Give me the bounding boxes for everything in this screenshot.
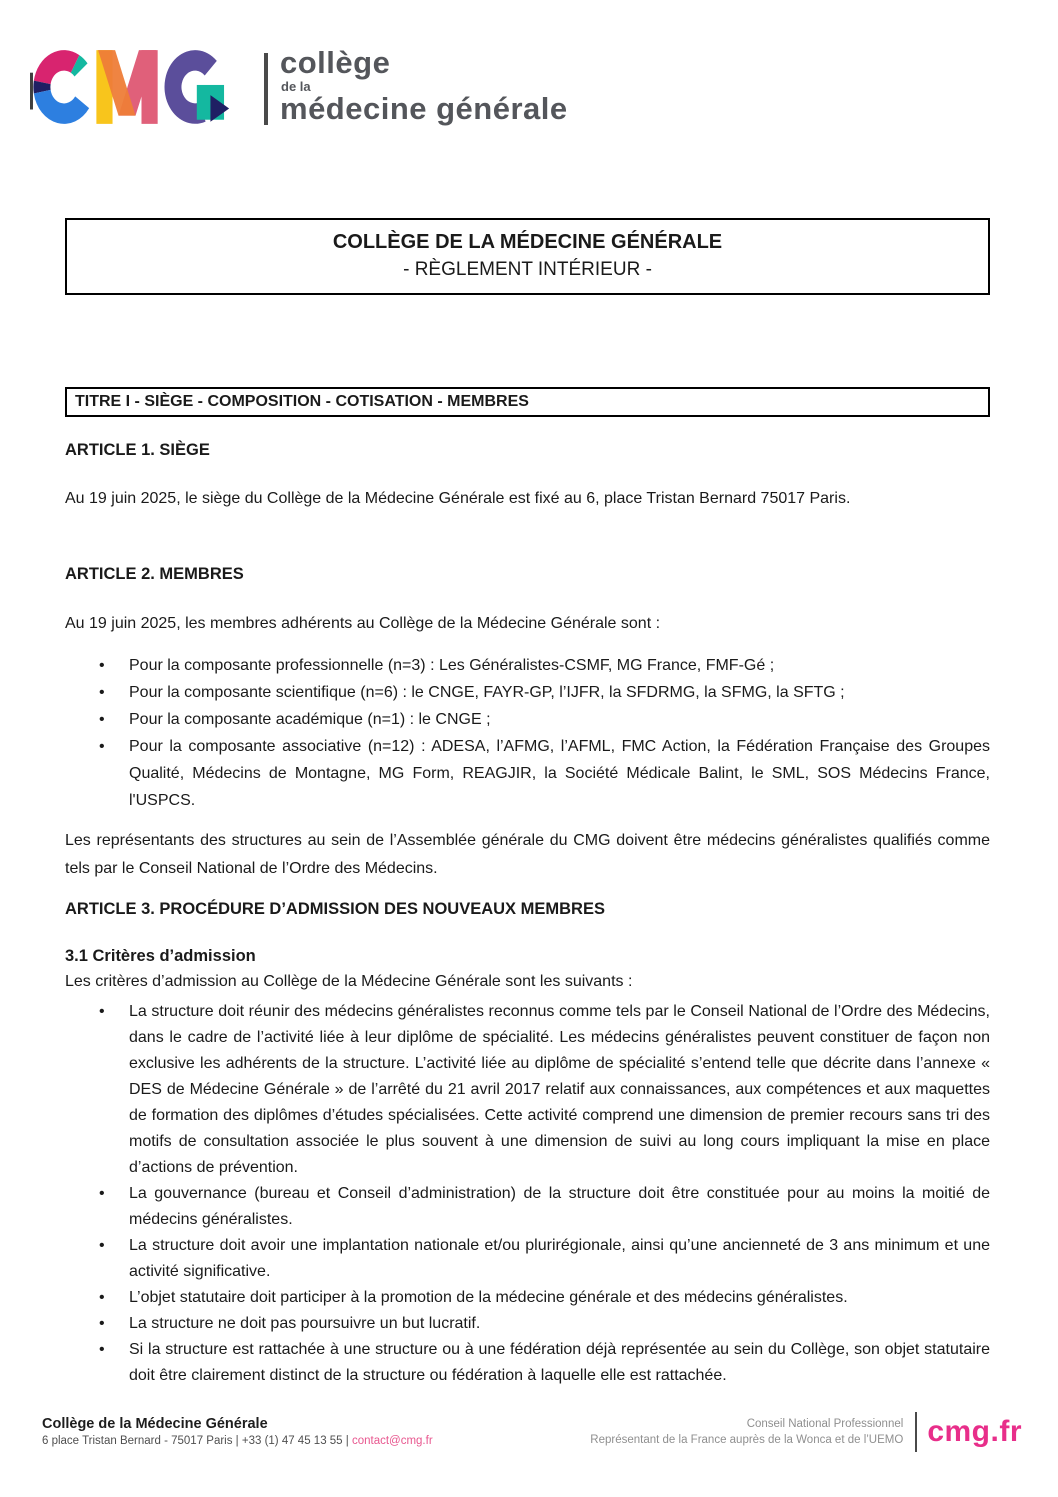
document-content: [65, 218, 990, 1389]
article-2-heading: ARTICLE 2. MEMBRES: [65, 565, 244, 583]
footer-address: 6 place Tristan Bernard - 75017 Paris | +33 (1) 47 45 13 55 |: [42, 1434, 352, 1447]
footer-org-name: Collège de la Médecine Générale: [42, 1415, 268, 1432]
article-1-heading: ARTICLE 1. SIÈGE: [65, 440, 210, 459]
list-item: • La structure doit avoir une implantation nationale et/ou plurirégionale, ainsi qu’une ancienneté de 3 ans minimum et une activité significative.: [65, 1233, 990, 1285]
article-2-member-list: [65, 652, 990, 814]
logo-wordmark: [280, 42, 568, 127]
footer-cnp-line1: Conseil National Professionnel: [746, 1417, 904, 1430]
page-footer: [0, 1412, 1058, 1452]
footer-email-link[interactable]: contact@cmg.fr: [351, 1434, 433, 1447]
footer-divider: [915, 1412, 917, 1452]
article-1-body: Au 19 juin 2025, le siège du Collège de la Médecine Générale est fixé au 6, place Tristan Bernard 75017 Paris.: [65, 490, 851, 508]
article-3-1-intro: Les critères d’admission au Collège de la Médecine Générale sont les suivants :: [65, 973, 633, 991]
list-item: • Si la structure est rattachée à une structure ou à une fédération déjà représentée au sein du Collège, son objet statutaire doit être clairement distinct de la structure ou fédération à laquelle elle est rattachée.: [65, 1337, 990, 1389]
list-item: • Pour la composante associative (n=12) : ADESA, l’AFMG, l’AFML, FMC Action, la Fédération Française des Groupes Qualité, Médecins de Montagne, MG Form, REAGJIR, la Société Médicale Balint, le SML, SOS Médecins France, l'USPCS.: [65, 733, 990, 814]
document-title-box: [65, 218, 990, 295]
list-item: • La gouvernance (bureau et Conseil d’administration) de la structure doit être constituée pour au moins la moitié de médecins généralistes.: [65, 1181, 990, 1233]
admission-criteria-list: [65, 999, 990, 1389]
list-item: • La structure doit réunir des médecins généralistes reconnus comme tels par le Conseil National de l’Ordre des Médecins, dans le cadre de l’activité liée à leur diplôme de spécialité. Les médecins généralistes peuvent constituer de façon non exclusive les adhérents de la structure. L’activité liée au diplôme de spécialité s’entend telle que décrite dans l’annexe « DES de Médecine Générale » de l’arrêté du 21 avril 2017 relatif aux connaissances, aux compétences et aux maquettes de formation des diplômes d’études spécialisées. Cette activité comprend une dimension de premier recours sans tri des motifs de consultation associée le plus souvent à une dimension de suivi au long cours impliquant la mise en place d’actions de prévention.: [65, 999, 990, 1181]
footer-cnp-line2: Représentant de la France auprès de la Wonca et de l’UEMO: [590, 1434, 904, 1446]
article-2-intro: Au 19 juin 2025, les membres adhérents au Collège de la Médecine Générale sont :: [65, 614, 661, 632]
footer-brand-block: [590, 1412, 1022, 1452]
list-item: • Pour la composante professionnelle (n=3) : Les Généralistes-CSMF, MG France, FMF-Gé ;: [65, 652, 990, 679]
footer-website-wordmark: cmg.fr: [927, 1415, 1022, 1448]
article-3-heading: ARTICLE 3. PROCÉDURE D’ADMISSION DES NOUVEAUX MEMBRES: [65, 900, 605, 919]
document-title: COLLÈGE DE LA MÉDECINE GÉNÉRALE: [332, 231, 723, 253]
logo-separator: [264, 53, 268, 125]
footer-contact-block: [42, 1415, 433, 1450]
article-3-1-subheading: 3.1 Critères d’admission: [65, 946, 256, 965]
cmg-logo: [30, 42, 568, 132]
logo-word-dela: de la: [281, 79, 311, 95]
titre-1-section-bar: TITRE I - SIÈGE - COMPOSITION - COTISATION - MEMBRES: [65, 387, 990, 417]
list-item: • Pour la composante académique (n=1) : le CNGE ;: [65, 706, 990, 733]
cmg-logo-icon: [30, 42, 230, 132]
list-item: • La structure ne doit pas poursuivre un but lucratif.: [65, 1311, 990, 1337]
list-item: • Pour la composante scientifique (n=6) : le CNGE, FAYR-GP, l’IJFR, la SFDRMG, la SFMG, la SFTG ;: [65, 679, 990, 706]
logo-word-medecine: médecine générale: [280, 91, 568, 127]
article-2-note: Les représentants des structures au sein de l’Assemblée générale du CMG doivent être médecins généralistes qualifiés comme tels par le Conseil National de l’Ordre des Médecins.: [65, 832, 990, 878]
footer-address-line: [42, 1433, 433, 1450]
list-item: • L’objet statutaire doit participer à la promotion de la médecine générale et des médecins généralistes.: [65, 1285, 990, 1311]
logo-word-college: collège: [280, 45, 391, 80]
footer-cnp-text: [590, 1416, 903, 1448]
document-subtitle: - RÈGLEMENT INTÉRIEUR -: [403, 259, 652, 280]
